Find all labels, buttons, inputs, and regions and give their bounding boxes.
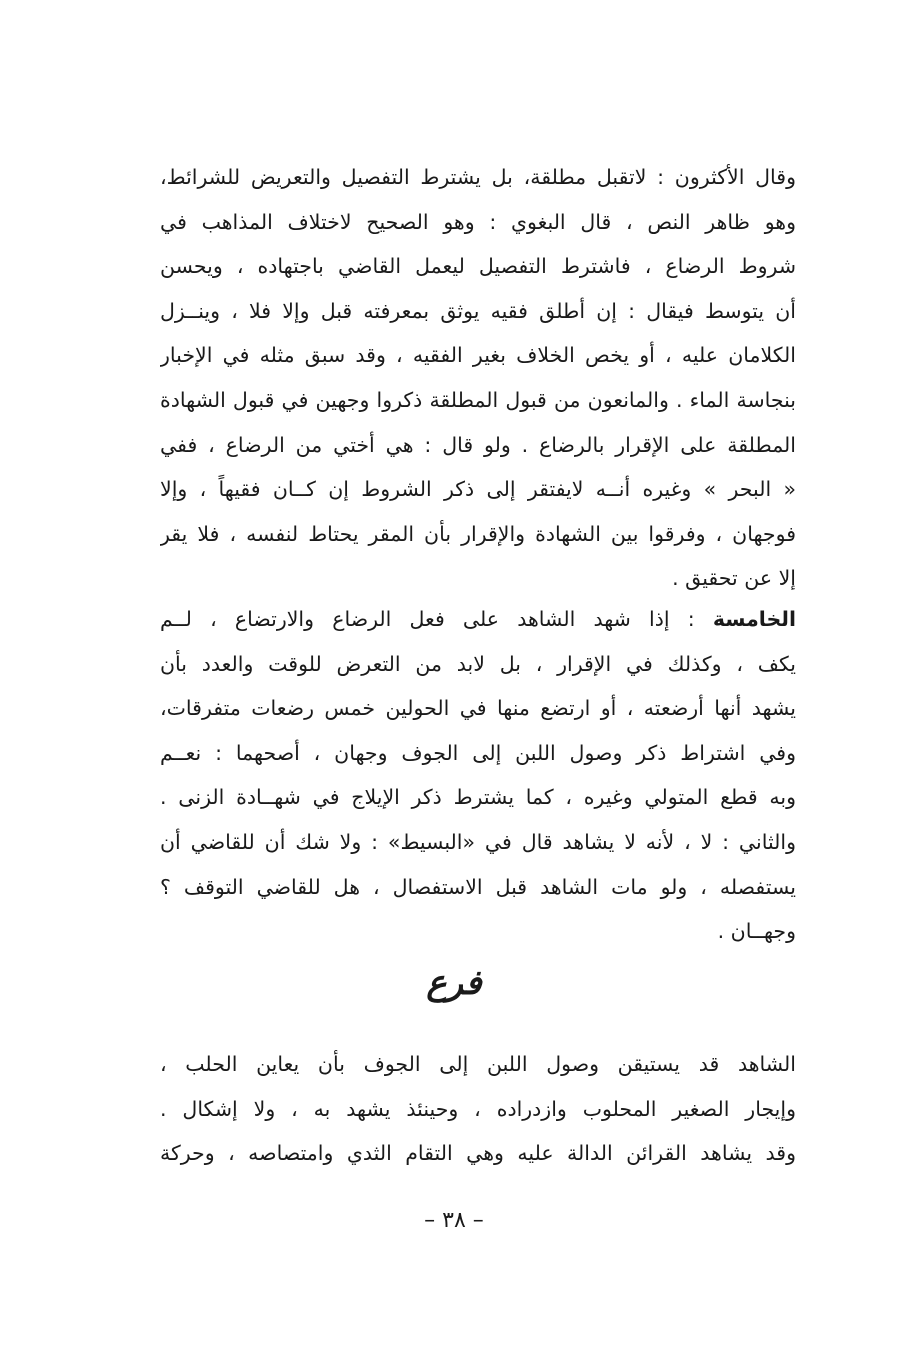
text-line: المطلقة على الإقرار بالرضاع . ولو قال : هي أختي من الرضاع ، ففي (160, 432, 796, 457)
text-line: وجهــان . (717, 919, 796, 944)
text-line: وفي اشتراط ذكر وصول اللبن إلى الجوف وجهان ، أصحهما : نعــم (160, 740, 796, 765)
paragraph-3 (160, 1042, 796, 1176)
text-line: بنجاسة الماء . والمانعون من قبول المطلقة ذكروا وجهين في قبول الشهادة (160, 387, 796, 412)
text-line: الكلامان عليه ، أو يخص الخلاف بغير الفقيه ، وقد سبق مثله في الإخبار (160, 343, 796, 368)
section-heading: فرع (426, 963, 482, 1003)
text-line: شروط الرضاع ، فاشترط التفصيل ليعمل القاضي باجتهاده ، ويحسن (160, 254, 796, 279)
text-line: وبه قطع المتولي وغيره ، كما يشترط ذكر الإيلاج في شهــادة الزنى . (160, 785, 796, 810)
paragraph-2 (160, 597, 796, 954)
text-segment: : إذا شهد الشاهد على فعل الرضاع والارتضاع ، لــم (160, 607, 713, 631)
text-line: أن يتوسط فيقال : إن أطلق فقيه يوثق بمعرفته قبل وإلا فلا ، وينــزل (160, 298, 796, 323)
paragraph-1 (160, 155, 796, 601)
text-line: يستفصله ، ولو مات الشاهد قبل الاستفصال ، هل للقاضي التوقف ؟ (160, 874, 796, 899)
text-line: والثاني : لا ، لأنه لا يشاهد قال في «البسيط» : ولا شك أن للقاضي أن (160, 829, 796, 854)
text-line: وإيجار الصغير المحلوب وازدراده ، وحينئذ يشهد به ، ولا إشكال . (160, 1096, 796, 1121)
text-line: وقد يشاهد القرائن الدالة عليه وهي التقام الثدي وامتصاصه ، وحركة (160, 1141, 796, 1166)
paragraph-lead-word: الخامسة (712, 607, 796, 631)
text-line: يشهد أنها أرضعته ، أو ارتضع منها في الحولين خمس رضعات متفرقات، (160, 696, 796, 721)
text-line (160, 597, 796, 642)
text-line: فوجهان ، وفرقوا بين الشهادة والإقرار بأن المقر يحتاط لنفسه ، فلا يقر (160, 521, 796, 546)
text-line: يكف ، وكذلك في الإقرار ، بل لابد من التعرض للوقت والعدد بأن (160, 651, 796, 676)
text-line: وقال الأكثرون : لاتقبل مطلقة، بل يشترط التفصيل والتعريض للشرائط، (160, 165, 796, 189)
text-line: الشاهد قد يستيقن وصول اللبن إلى الجوف بأن يعاين الحلب ، (160, 1052, 796, 1076)
page-number: – ٣٨ – (424, 1208, 484, 1233)
text-line: « البحر » وغيره أنــه لايفتقر إلى ذكر الشروط إن كــان فقيهاً ، وإلا (160, 477, 796, 502)
text-line: وهو ظاهر النص ، قال البغوي : وهو الصحيح لاختلاف المذاهب في (160, 209, 796, 234)
text-line: إلا عن تحقيق . (672, 566, 796, 591)
